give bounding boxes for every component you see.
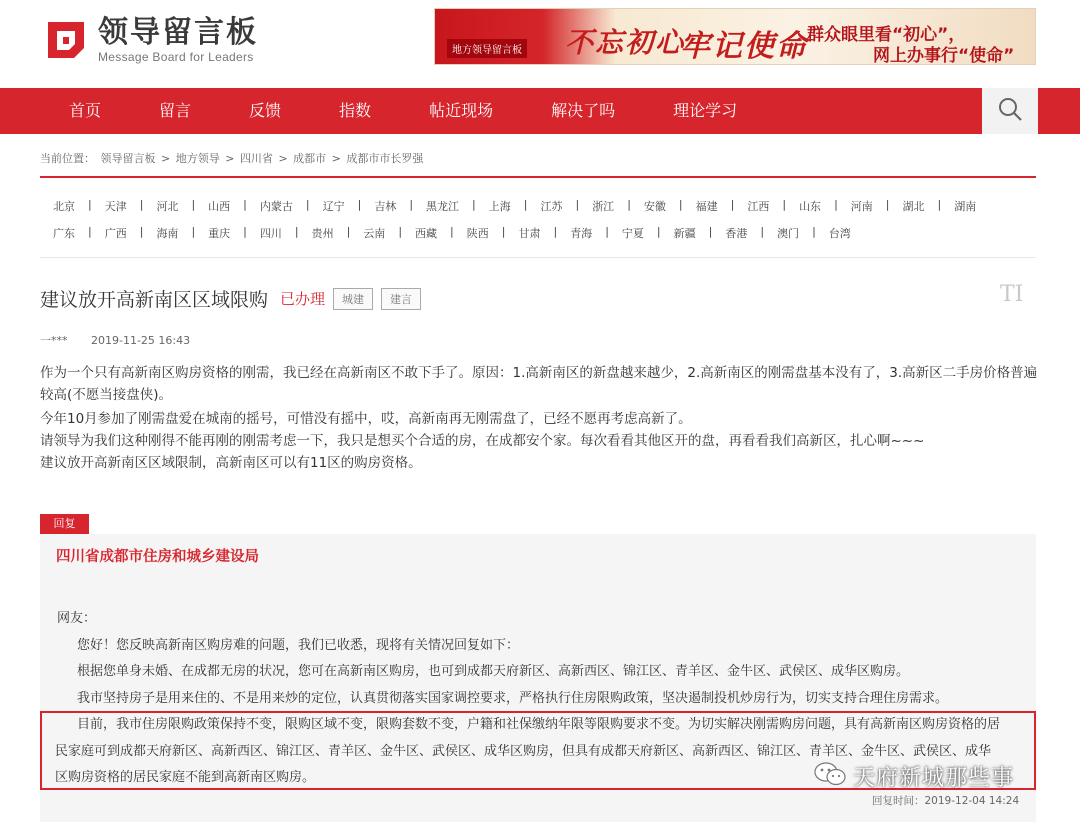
province-separator: | [782,198,787,211]
province-link[interactable] [195,198,243,214]
province-separator: | [346,225,351,238]
banner-slogan-right: 牢记使命 [680,29,808,64]
province-label: 陕西 [466,227,489,240]
tag-suggestion[interactable]: 建言 [381,288,421,310]
province-link[interactable] [143,198,191,214]
message-title-row [40,285,421,312]
logo-subtitle: Message Board for Leaders [98,50,254,64]
province-link[interactable] [40,225,88,241]
reply-line: 您好！您反映高新南区购房难的问题，我们已收悉，现将有关情况回复如下： [77,637,520,653]
province-label: 湖北 [902,200,925,213]
province-label: 河北 [156,200,179,213]
province-link[interactable] [299,225,347,241]
province-label: 重庆 [208,227,231,240]
province-separator: | [834,198,838,211]
banner-line-2: 网上办事行“使命” [873,46,1015,65]
breadcrumb-item[interactable]: 成都市市长罗强 [346,152,424,165]
province-separator: | [139,198,144,211]
province-link[interactable] [505,225,553,241]
province-label: 海南 [156,227,179,240]
wechat-icon [813,760,847,792]
province-separator: | [678,198,683,211]
province-label: 内蒙古 [259,200,293,213]
province-link[interactable] [579,198,627,214]
nav-item-resolved[interactable]: 解决了吗 [551,101,616,120]
breadcrumb-item[interactable]: 四川省 [239,152,273,165]
search-icon [997,96,1023,126]
banner-line-1: 群众眼里看“初心”， [807,25,966,45]
province-label: 新疆 [673,227,696,240]
province-separator: | [501,225,506,238]
province-separator: | [523,198,528,211]
message-paragraph: 今年10月参加了刚需盘爱在城南的摇号，可惜没有摇中，哎，高新南再无刚需盘了，已经不愿再考虑高新了。 [40,411,692,427]
province-separator: | [191,225,196,238]
province-label: 山西 [208,200,231,213]
province-separator: | [575,198,580,211]
province-separator: | [937,198,942,211]
province-list-row-1 [40,198,1036,214]
province-separator: | [627,198,631,211]
nav-item-feedback[interactable]: 反馈 [249,101,282,120]
reply-time-label: 回复时间： [872,795,925,807]
watermark [813,760,1014,792]
reply-time [872,793,1019,808]
province-separator: | [243,225,247,238]
province-link[interactable] [712,225,760,241]
province-link[interactable] [310,198,358,214]
province-separator: | [398,225,403,238]
breadcrumb [40,150,425,166]
province-separator: | [812,225,816,238]
reply-organization: 四川省成都市住房和城乡建设局 [56,549,259,565]
province-link[interactable] [40,198,88,214]
province-link[interactable] [143,225,191,241]
tag-urban-construction[interactable]: 城建 [333,288,373,310]
province-separator: | [656,225,661,238]
province-separator: | [708,225,713,238]
province-label: 北京 [53,200,75,213]
province-separator: | [305,198,310,211]
province-link[interactable] [609,225,657,241]
province-label: 广西 [104,227,127,240]
province-link[interactable] [557,225,605,241]
nav-item-home[interactable]: 首页 [69,101,102,120]
reply-label: 回复 [40,514,89,534]
reply-highlight-line: 区购房资格的居民家庭不能到高新南区购房。 [55,770,316,785]
breadcrumb-divider [40,176,1036,178]
province-label: 甘肃 [518,227,541,240]
nav-item-message[interactable]: 留言 [159,101,192,120]
province-label: 宁夏 [621,227,644,240]
province-list-row-2 [40,225,1036,241]
province-label: 安徽 [643,200,666,213]
province-label: 辽宁 [322,200,345,213]
province-link[interactable] [361,198,409,214]
province-separator: | [243,198,247,211]
province-separator: | [730,198,735,211]
province-label: 青海 [570,227,593,240]
reply-greeting: 网友： [57,611,97,626]
province-separator: | [88,198,92,211]
province-link[interactable] [838,198,886,214]
reply-highlight-line: 民家庭可到成都天府新区、高新西区、锦江区、青羊区、金牛区、武侯区、成华区购房，但具有成都天府新区、高新西区、锦江区、青羊区、金牛区、武侯区、成华 [55,743,992,759]
site-logo[interactable] [42,16,258,64]
province-link[interactable] [247,198,306,214]
province-link[interactable] [195,225,243,241]
breadcrumb-item[interactable]: 成都市 [293,152,327,165]
province-label: 福建 [695,200,718,213]
header-banner[interactable] [434,8,1036,65]
breadcrumb-item[interactable]: 领导留言板 [100,152,156,165]
main-nav [0,88,1080,134]
province-label: 云南 [363,227,386,240]
province-link[interactable] [631,198,679,214]
province-separator: | [450,225,454,238]
province-label: 浙江 [592,200,615,213]
province-separator: | [885,198,890,211]
province-label: 广东 [53,227,75,240]
province-label: 香港 [725,227,748,240]
province-separator: | [409,198,414,211]
reply-line: 我市坚持房子是用来住的、不是用来炒的定位，认真贯彻落实国家调控要求，严格执行住房限购政策，坚决遏制投机炒房行为，切实支持合理住房需求。 [77,690,949,706]
province-link[interactable] [527,198,575,214]
breadcrumb-sep: > [278,152,288,165]
breadcrumb-prefix: 当前位置： [40,152,95,165]
nav-item-scene[interactable]: 帖近现场 [429,101,494,120]
message-meta [40,332,190,348]
province-label: 上海 [488,200,511,213]
province-link[interactable] [454,225,502,241]
province-link[interactable] [890,198,938,214]
province-label: 贵州 [311,227,334,240]
message-paragraph: 建议放开高新南区区域限制，高新南区可以有11区的购房资格。 [40,455,422,471]
message-title: 建议放开高新南区区域限购 [40,289,269,311]
search-button[interactable] [982,88,1038,134]
breadcrumb-sep: > [161,152,171,165]
province-label: 天津 [104,200,127,213]
province-link[interactable] [350,225,398,241]
font-size-icon[interactable]: TI [1000,282,1024,307]
logo-mark-icon [42,16,90,64]
province-label: 吉林 [374,200,397,213]
province-link[interactable] [683,198,731,214]
banner-slogan-left: 不忘初心 [565,26,686,59]
province-label: 澳门 [777,227,800,240]
province-separator: | [357,198,362,211]
province-link[interactable] [816,225,864,241]
province-separator: | [88,225,92,238]
message-author: 一*** [40,334,68,347]
province-label: 江苏 [540,200,563,213]
province-separator: | [760,225,765,238]
reply-time-value: 2019-12-04 14:24 [924,795,1020,807]
province-link[interactable] [413,198,472,214]
nav-item-index[interactable]: 指数 [339,101,372,120]
message-paragraph: 作为一个只有高新南区购房资格的刚需，我已经在高新南区不敢下手了。原因：1.高新南区的新盘越来越少，2.高新南区的刚需盘基本没有了，3.高新区二手房价格普遍较高(不愿当接盘侠)。 [40,365,1038,403]
province-link[interactable] [786,198,834,214]
province-label: 江西 [747,200,770,213]
province-separator: | [139,225,144,238]
province-link[interactable] [92,225,140,241]
breadcrumb-sep: > [331,152,341,165]
logo-title: 领导留言板 [98,15,258,50]
province-link[interactable] [941,198,989,214]
nav-item-study[interactable]: 理论学习 [673,101,738,120]
province-separator: | [191,198,196,211]
reply-highlight-line: 目前，我市住房限购政策保持不变，限购区域不变，限购套数不变，户籍和社保缴纳年限等限购要求不变。为切实解决刚需购房问题，具有高新南区购房资格的居 [77,717,1001,732]
province-divider [40,257,1036,258]
reply-line: 根据您单身未婚、在成都无房的状况，您可在高新南区购房，也可到成都天府新区、高新西区、锦江区、青羊区、金牛区、武侯区、成华区购房。 [77,664,910,679]
province-label: 山东 [799,200,822,213]
province-separator: | [472,198,476,211]
province-separator: | [294,225,299,238]
province-link[interactable] [476,198,524,214]
province-link[interactable] [764,225,812,241]
province-separator: | [605,225,609,238]
province-separator: | [553,225,558,238]
province-link[interactable] [661,225,709,241]
message-content [40,362,1040,474]
province-link[interactable] [734,198,782,214]
message-paragraph: 请领导为我们这种刚得不能再刚的刚需考虑一下，我只是想买个合适的房，在成都安个家。每次看看其他区开的盘，再看看我们高新区，扎心啊~~~ [40,433,925,449]
province-label: 河南 [850,200,873,213]
province-label: 黑龙江 [426,200,460,213]
province-link[interactable] [402,225,450,241]
province-label: 西藏 [415,227,438,240]
watermark-text: 天府新城那些事 [853,765,1015,791]
province-link[interactable] [247,225,295,241]
banner-badge: 地方领导留言板 [447,39,527,58]
breadcrumb-item[interactable]: 地方领导 [175,152,220,165]
breadcrumb-sep: > [225,152,235,165]
province-label: 台湾 [828,227,851,240]
province-label: 湖南 [954,200,977,213]
site-header [0,0,1080,88]
province-label: 四川 [259,227,282,240]
message-time: 2019-11-25 16:43 [91,334,191,347]
message-status: 已办理 [280,290,326,308]
province-link[interactable] [92,198,140,214]
